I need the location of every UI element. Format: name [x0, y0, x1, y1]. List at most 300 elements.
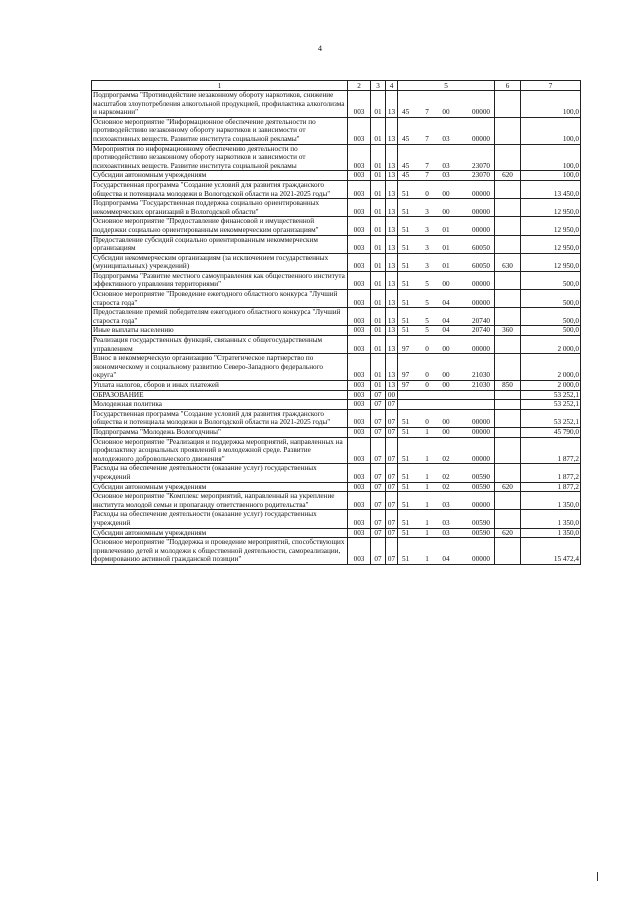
target-program: 45: [402, 108, 410, 117]
target-program: 51: [402, 326, 410, 335]
target-subprogram: 7: [425, 171, 429, 180]
target-event: 00: [442, 427, 450, 436]
table-row: [92, 326, 581, 336]
row-code-subsection: 13: [386, 199, 398, 217]
target-event: 03: [442, 518, 450, 527]
target-direction: 23070: [472, 161, 490, 170]
target-event: 04: [442, 326, 450, 335]
target-subprogram: 1: [425, 482, 429, 491]
target-program: 51: [402, 472, 410, 481]
row-code-section: 07: [371, 464, 386, 482]
row-code-section: 01: [371, 290, 386, 308]
row-expense-type: [495, 117, 521, 144]
target-program: 51: [402, 316, 410, 325]
table-row: [92, 253, 581, 271]
target-subprogram: 5: [425, 326, 429, 335]
row-code-admin: 003: [348, 326, 371, 336]
row-code-subsection: 13: [386, 308, 398, 326]
row-name: Иные выплаты населению: [92, 326, 348, 336]
target-direction: 60050: [472, 244, 490, 253]
row-name: Реализация государственных функций, связанных с общегосударственным управлением: [92, 336, 348, 354]
table-row: [92, 354, 581, 381]
row-expense-type: [495, 510, 521, 528]
row-name: Предоставление субсидий социально ориентированным некоммерческим организациям: [92, 235, 348, 253]
row-amount: 500,0: [521, 326, 581, 336]
row-code-section: 07: [371, 409, 386, 427]
row-code-section: 01: [371, 117, 386, 144]
row-name: Основное мероприятие "Реализация и поддержка мероприятий, направленных на профилактику асоциальных проявлений в молодежной среде. Развитие молодежного добровольческого движения": [92, 437, 348, 464]
target-program: 51: [402, 500, 410, 509]
row-expense-type: [495, 235, 521, 253]
row-name: Расходы на обеспечение деятельности (оказание услуг) государственных учреждений: [92, 464, 348, 482]
row-expense-type: [495, 308, 521, 326]
row-code-section: 01: [371, 271, 386, 289]
row-code-subsection: 07: [386, 409, 398, 427]
row-name: Субсидии автономным учреждениям: [92, 482, 348, 492]
row-code-section: 07: [371, 437, 386, 464]
row-code-subsection: 07: [386, 528, 398, 538]
row-amount: 2 000,0: [521, 336, 581, 354]
target-subprogram: 0: [425, 381, 429, 389]
row-code-section: 07: [371, 400, 386, 410]
target-direction: 00000: [472, 427, 490, 436]
row-code-section: 07: [371, 482, 386, 492]
target-direction: 20740: [472, 316, 490, 325]
table-row: [92, 482, 581, 492]
row-amount: 2 000,0: [521, 354, 581, 381]
target-event: 00: [442, 418, 450, 427]
row-amount: 12 950,0: [521, 217, 581, 235]
row-code-admin: 003: [348, 538, 371, 565]
row-code-admin: 003: [348, 381, 371, 391]
row-code-subsection: 07: [386, 482, 398, 492]
table-row: [92, 528, 581, 538]
table-row: [92, 427, 581, 437]
row-name: Субсидии некоммерческим организациям (за исключением государственных (муниципальных) учреждений): [92, 253, 348, 271]
table-row: [92, 538, 581, 565]
row-code-admin: 003: [348, 409, 371, 427]
row-code-admin: 003: [348, 235, 371, 253]
table-row: [92, 492, 581, 510]
table-row: [92, 117, 581, 144]
target-event: 03: [442, 528, 450, 537]
table-row: [92, 390, 581, 400]
row-target-article: [398, 400, 495, 410]
row-code-subsection: 07: [386, 427, 398, 437]
row-target-article: [398, 437, 495, 464]
target-event: 01: [442, 262, 450, 271]
target-direction: 00000: [472, 500, 490, 509]
row-amount: 100,0: [521, 117, 581, 144]
target-event: 04: [442, 316, 450, 325]
row-code-admin: 003: [348, 482, 371, 492]
row-name: Подпрограмма "Государственная поддержка социально ориентированных некоммерческих организаций в Вологодской области": [92, 199, 348, 217]
margin-mark: [597, 872, 598, 881]
page-number: 4: [318, 44, 322, 53]
row-expense-type: [495, 217, 521, 235]
target-program: 51: [402, 528, 410, 537]
table-row: [92, 437, 581, 464]
target-program: 51: [402, 454, 410, 463]
row-code-admin: 003: [348, 354, 371, 381]
target-direction: 00000: [472, 418, 490, 427]
row-amount: 500,0: [521, 271, 581, 289]
target-program: 51: [402, 207, 410, 216]
table-row: [92, 510, 581, 528]
row-name: Государственная программа "Создание условий для развития гражданского общества и потенциала молодежи в Вологодской области на 2021-2025 годы": [92, 180, 348, 198]
row-expense-type: 620: [495, 528, 521, 538]
row-target-article: [398, 290, 495, 308]
row-code-subsection: 13: [386, 381, 398, 391]
row-code-section: 01: [371, 235, 386, 253]
target-direction: 00000: [472, 225, 490, 234]
row-code-section: 01: [371, 199, 386, 217]
row-code-subsection: 07: [386, 464, 398, 482]
target-event: 00: [442, 280, 450, 289]
table-row: [92, 290, 581, 308]
row-name: Уплата налогов, сборов и иных платежей: [92, 381, 348, 391]
row-name: Мероприятия по информационному обеспечению деятельности по противодействию незаконному обороту наркотиков и зависимости от психоактивных веществ. Развитие института социальной рекламы: [92, 144, 348, 171]
row-code-admin: 003: [348, 144, 371, 171]
row-code-admin: 003: [348, 528, 371, 538]
row-expense-type: [495, 354, 521, 381]
row-code-subsection: 13: [386, 91, 398, 118]
row-expense-type: 630: [495, 253, 521, 271]
target-event: 01: [442, 244, 450, 253]
header-cell: 6: [495, 81, 521, 91]
target-subprogram: 1: [425, 427, 429, 436]
row-code-admin: 003: [348, 217, 371, 235]
row-amount: 500,0: [521, 308, 581, 326]
row-name: Основное мероприятие "Информационное обеспечение деятельности по противодействию незаконному обороту наркотиков и зависимости от психоактивных веществ. Развитие института социальной рекламы": [92, 117, 348, 144]
target-subprogram: 0: [425, 189, 429, 198]
row-code-admin: 003: [348, 464, 371, 482]
row-name: Подпрограмма "Молодежь Вологодчины": [92, 427, 348, 437]
target-event: 03: [442, 134, 450, 143]
row-code-admin: 003: [348, 91, 371, 118]
row-amount: 1 877,2: [521, 437, 581, 464]
row-name: Государственная программа "Создание условий для развития гражданского общества и потенциала молодежи в Вологодской области на 2021-2025 годы": [92, 409, 348, 427]
row-expense-type: [495, 336, 521, 354]
target-subprogram: 1: [425, 555, 429, 564]
row-code-section: 01: [371, 336, 386, 354]
target-direction: 00000: [472, 344, 490, 353]
target-program: 45: [402, 171, 410, 180]
target-subprogram: 5: [425, 316, 429, 325]
row-code-section: 07: [371, 390, 386, 400]
row-code-admin: 003: [348, 437, 371, 464]
row-target-article: [398, 390, 495, 400]
row-code-admin: 003: [348, 180, 371, 198]
table-row: [92, 171, 581, 181]
header-cell: 5: [398, 81, 495, 91]
row-code-admin: 003: [348, 492, 371, 510]
row-code-section: 01: [371, 180, 386, 198]
table-row: [92, 464, 581, 482]
row-name: Основное мероприятие "Поддержка и проведение мероприятий, способствующих привлечению детей и молодежи к общественной деятельности, самореализации, формированию активной гражданской позиции": [92, 538, 348, 565]
row-target-article: [398, 117, 495, 144]
row-code-section: 07: [371, 492, 386, 510]
row-target-article: [398, 308, 495, 326]
target-subprogram: 7: [425, 134, 429, 143]
row-name: Молодежная политика: [92, 400, 348, 410]
target-event: 04: [442, 298, 450, 307]
target-subprogram: 1: [425, 528, 429, 537]
target-subprogram: 3: [425, 225, 429, 234]
row-expense-type: 360: [495, 326, 521, 336]
row-expense-type: [495, 400, 521, 410]
row-expense-type: [495, 464, 521, 482]
target-event: 04: [442, 555, 450, 564]
target-program: 51: [402, 427, 410, 436]
row-code-subsection: 07: [386, 437, 398, 464]
table-row: [92, 409, 581, 427]
row-amount: 15 472,4: [521, 538, 581, 565]
table-row: [92, 336, 581, 354]
row-name: Подпрограмма "Развитие местного самоуправления как общественного института эффективного управления территориями": [92, 271, 348, 289]
row-code-admin: 003: [348, 510, 371, 528]
row-amount: 53 252,1: [521, 400, 581, 410]
row-code-admin: 003: [348, 199, 371, 217]
row-code-admin: 003: [348, 271, 371, 289]
row-target-article: [398, 171, 495, 181]
target-direction: 20740: [472, 326, 490, 335]
row-code-section: 07: [371, 528, 386, 538]
table-row: [92, 235, 581, 253]
row-expense-type: [495, 409, 521, 427]
row-target-article: [398, 235, 495, 253]
row-target-article: [398, 91, 495, 118]
target-event: 02: [442, 472, 450, 481]
row-code-admin: 003: [348, 253, 371, 271]
row-code-subsection: 13: [386, 354, 398, 381]
row-code-subsection: 07: [386, 510, 398, 528]
target-program: 45: [402, 134, 410, 143]
target-direction: 23070: [472, 171, 490, 180]
row-code-admin: 003: [348, 427, 371, 437]
target-program: 51: [402, 298, 410, 307]
target-direction: 00590: [472, 482, 490, 491]
row-code-section: 01: [371, 381, 386, 391]
target-program: 51: [402, 225, 410, 234]
row-code-subsection: 07: [386, 538, 398, 565]
row-code-subsection: 13: [386, 217, 398, 235]
row-amount: 100,0: [521, 91, 581, 118]
row-code-admin: 003: [348, 117, 371, 144]
row-code-section: 01: [371, 253, 386, 271]
target-event: 02: [442, 482, 450, 491]
target-subprogram: 1: [425, 472, 429, 481]
row-target-article: [398, 180, 495, 198]
target-direction: 21030: [472, 371, 490, 380]
header-cell: 4: [386, 81, 398, 91]
row-target-article: [398, 326, 495, 336]
target-program: 97: [402, 381, 410, 389]
target-subprogram: 1: [425, 518, 429, 527]
header-cell: 3: [371, 81, 386, 91]
row-target-article: [398, 253, 495, 271]
row-amount: 2 000,0: [521, 381, 581, 391]
table-row: [92, 180, 581, 198]
row-amount: 45 790,0: [521, 427, 581, 437]
target-direction: 00590: [472, 518, 490, 527]
row-expense-type: 620: [495, 482, 521, 492]
target-direction: 00590: [472, 472, 490, 481]
target-program: 51: [402, 262, 410, 271]
row-target-article: [398, 528, 495, 538]
target-event: 03: [442, 161, 450, 170]
target-subprogram: 5: [425, 280, 429, 289]
row-target-article: [398, 510, 495, 528]
row-code-subsection: 13: [386, 326, 398, 336]
target-subprogram: 1: [425, 500, 429, 509]
row-name: Подпрограмма "Противодействие незаконному обороту наркотиков, снижение масштабов злоупотребления алкогольной продукцией, профилактика алкоголизма и наркомании": [92, 91, 348, 118]
target-direction: 60050: [472, 262, 490, 271]
row-target-article: [398, 464, 495, 482]
row-target-article: [398, 271, 495, 289]
row-expense-type: [495, 91, 521, 118]
target-subprogram: 0: [425, 371, 429, 380]
target-event: 00: [442, 108, 450, 117]
row-code-subsection: 07: [386, 400, 398, 410]
row-code-section: 01: [371, 217, 386, 235]
row-name: Основное мероприятие "Проведение ежегодного областного конкурса "Лучший староста года": [92, 290, 348, 308]
row-expense-type: [495, 144, 521, 171]
target-direction: 00000: [472, 189, 490, 198]
target-program: 51: [402, 418, 410, 427]
row-target-article: [398, 409, 495, 427]
target-event: 00: [442, 344, 450, 353]
row-amount: 12 950,0: [521, 253, 581, 271]
table-row: [92, 400, 581, 410]
row-code-section: 01: [371, 171, 386, 181]
row-amount: 53 252,1: [521, 409, 581, 427]
row-code-subsection: 13: [386, 180, 398, 198]
target-subprogram: 0: [425, 344, 429, 353]
row-target-article: [398, 144, 495, 171]
table-row: [92, 381, 581, 391]
row-code-subsection: 00: [386, 390, 398, 400]
row-amount: 100,0: [521, 171, 581, 181]
row-amount: 12 950,0: [521, 235, 581, 253]
row-name: Взнос в некоммерческую организацию "Стратегическое партнерство по экономическому и социальному развитию Северо-Западного федерального округа": [92, 354, 348, 381]
row-name: Субсидии автономным учреждениям: [92, 171, 348, 181]
row-code-subsection: 13: [386, 117, 398, 144]
target-event: 02: [442, 454, 450, 463]
row-code-subsection: 13: [386, 144, 398, 171]
row-expense-type: [495, 390, 521, 400]
target-program: 51: [402, 518, 410, 527]
header-cell: 2: [348, 81, 371, 91]
target-event: 00: [442, 207, 450, 216]
row-expense-type: [495, 538, 521, 565]
row-expense-type: [495, 437, 521, 464]
row-code-subsection: 13: [386, 253, 398, 271]
target-program: 97: [402, 344, 410, 353]
target-subprogram: 3: [425, 262, 429, 271]
row-name: Основное мероприятие "Комплекс мероприятий, направленный на укрепление института молодой семьи и пропаганду ответственного родительства": [92, 492, 348, 510]
row-target-article: [398, 492, 495, 510]
target-direction: 00590: [472, 528, 490, 537]
row-target-article: [398, 217, 495, 235]
table-row: [92, 144, 581, 171]
target-program: 51: [402, 555, 410, 564]
row-code-subsection: 13: [386, 271, 398, 289]
row-code-subsection: 13: [386, 290, 398, 308]
row-code-section: 01: [371, 326, 386, 336]
row-code-section: 01: [371, 354, 386, 381]
target-direction: 21030: [472, 381, 490, 389]
row-code-section: 07: [371, 427, 386, 437]
target-event: 00: [442, 381, 450, 389]
row-expense-type: [495, 271, 521, 289]
row-amount: 100,0: [521, 144, 581, 171]
target-subprogram: 0: [425, 418, 429, 427]
target-program: 97: [402, 371, 410, 380]
row-code-admin: 003: [348, 290, 371, 308]
row-code-admin: 003: [348, 171, 371, 181]
row-code-admin: 003: [348, 308, 371, 326]
row-name: Основное мероприятие "Предоставление финансовой и имущественной поддержки социально ориентированным некоммерческим организациям": [92, 217, 348, 235]
row-code-subsection: 13: [386, 336, 398, 354]
row-target-article: [398, 427, 495, 437]
row-amount: 1 350,0: [521, 492, 581, 510]
target-subprogram: 7: [425, 108, 429, 117]
row-expense-type: [495, 427, 521, 437]
row-target-article: [398, 354, 495, 381]
target-event: 00: [442, 189, 450, 198]
row-expense-type: [495, 199, 521, 217]
row-amount: 53 252,1: [521, 390, 581, 400]
header-cell: 1: [92, 81, 348, 91]
table-row: [92, 271, 581, 289]
row-target-article: [398, 199, 495, 217]
row-amount: 500,0: [521, 290, 581, 308]
target-program: 45: [402, 161, 410, 170]
target-direction: 00000: [472, 207, 490, 216]
row-code-section: 01: [371, 308, 386, 326]
header-cell: 7: [521, 81, 581, 91]
row-amount: 1 350,0: [521, 510, 581, 528]
row-code-admin: 003: [348, 390, 371, 400]
target-direction: 00000: [472, 134, 490, 143]
row-expense-type: [495, 492, 521, 510]
target-program: 51: [402, 244, 410, 253]
row-code-section: 07: [371, 538, 386, 565]
row-code-section: 07: [371, 510, 386, 528]
row-name: Субсидии автономным учреждениям: [92, 528, 348, 538]
row-amount: 1 350,0: [521, 528, 581, 538]
target-direction: 00000: [472, 280, 490, 289]
row-expense-type: [495, 180, 521, 198]
target-subprogram: 5: [425, 298, 429, 307]
row-code-section: 01: [371, 91, 386, 118]
row-code-subsection: 13: [386, 171, 398, 181]
row-expense-type: 850: [495, 381, 521, 391]
target-direction: 00000: [472, 555, 490, 564]
row-expense-type: 620: [495, 171, 521, 181]
table-header-row: [92, 81, 581, 91]
row-code-subsection: 13: [386, 235, 398, 253]
target-direction: 00000: [472, 298, 490, 307]
row-target-article: [398, 482, 495, 492]
row-target-article: [398, 336, 495, 354]
row-amount: 1 877,2: [521, 464, 581, 482]
target-direction: 00000: [472, 454, 490, 463]
row-name: ОБРАЗОВАНИЕ: [92, 390, 348, 400]
table-row: [92, 199, 581, 217]
target-direction: 00000: [472, 108, 490, 117]
